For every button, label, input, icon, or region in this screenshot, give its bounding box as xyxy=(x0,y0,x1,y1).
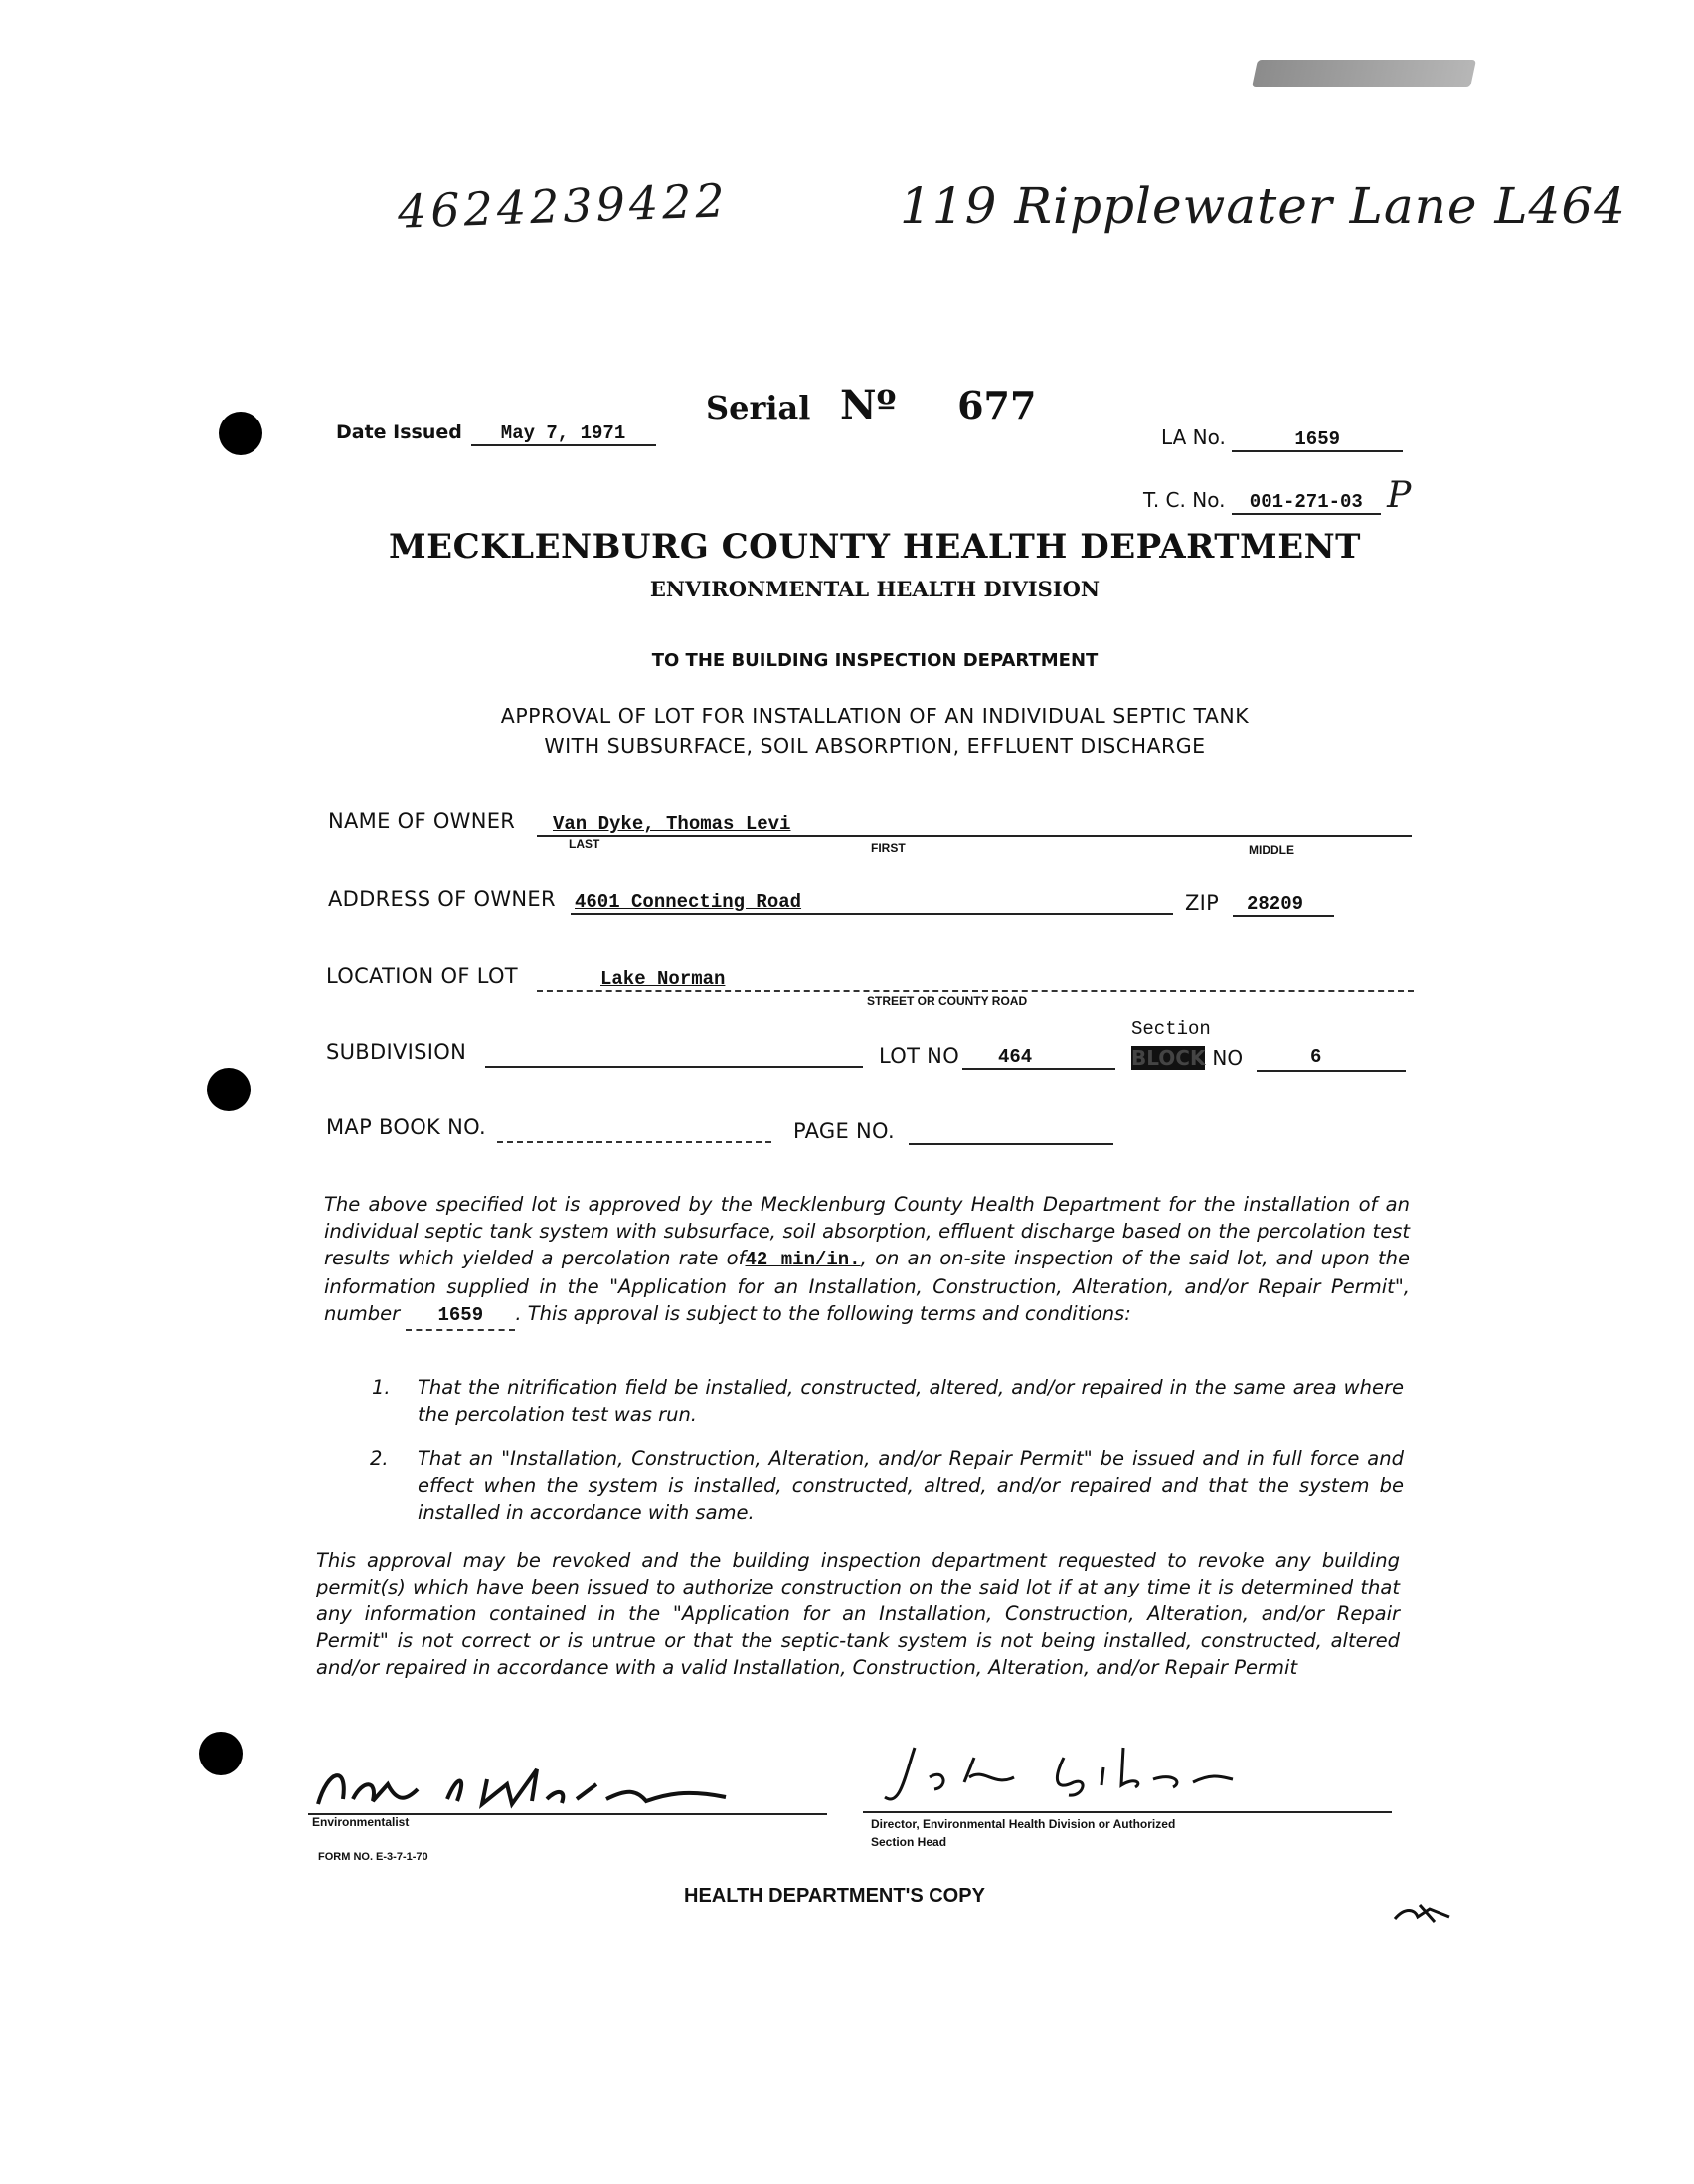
paragraph-part-b: , on an on-site inspection of the said lot, and upon the information supplied in the "Application for an Installation, Construction, Alteration, and/or Repair Permit", number xyxy=(324,1247,1410,1325)
la-no-label: LA No. xyxy=(1161,425,1226,449)
section-line xyxy=(1257,1070,1406,1072)
page-no-label: PAGE NO. xyxy=(793,1119,895,1143)
block-label-struck xyxy=(1131,1046,1243,1070)
map-book-label: MAP BOOK NO. xyxy=(326,1115,487,1139)
last-label: LAST xyxy=(569,837,600,851)
address-label: ADDRESS OF OWNER xyxy=(328,887,556,911)
scan-smudge xyxy=(1252,60,1476,87)
location-label: LOCATION OF LOT xyxy=(326,964,518,988)
address-value: 4601 Connecting Road xyxy=(575,891,802,913)
environmentalist-signature xyxy=(308,1760,756,1819)
map-book-line xyxy=(497,1141,771,1143)
first-label: FIRST xyxy=(871,841,906,855)
environmentalist-title: Environmentalist xyxy=(312,1815,410,1829)
date-issued xyxy=(336,421,656,446)
approval-paragraph xyxy=(324,1191,1410,1331)
perc-rate-value: 42 min/in. xyxy=(745,1249,861,1270)
paragraph-part-a: The above specified lot is approved by the Mecklenburg County Health Department for the installation of an individual septic tank system with subsurface, soil absorption, effluent discharge based on the percolation test results which yielded a percolation rate of xyxy=(324,1193,1410,1269)
handwritten-phone: 4624239422 xyxy=(397,173,730,239)
date-issued-value: May 7, 1971 xyxy=(471,422,656,446)
permit-number-value: 1659 xyxy=(406,1302,515,1331)
division-title: ENVIRONMENTAL HEALTH DIVISION xyxy=(649,577,1101,601)
revocation-paragraph: This approval may be revoked and the building inspection department requested to revoke any building permit(s) which have been issued to authorize construction on the said lot if at any time it is determined that any information contained in the "Application for an Installation, Construction, Alteration, and/or Repair Permit" is not correct or is untrue or that the septic-tank system is not being installed, constructed, altered and/or repaired in accordance with a valid Installation, Construction, Alteration, and/or Repair Permit xyxy=(316,1549,1400,1679)
condition-1-number: 1. xyxy=(372,1376,391,1399)
director-line xyxy=(863,1811,1392,1813)
page-no-line xyxy=(909,1143,1113,1145)
date-issued-label: Date Issued xyxy=(336,421,462,443)
condition-1: That the nitrification field be installed, constructed, altered, and/or repaired in the same area where the percolation test was run. xyxy=(418,1376,1404,1426)
location-line xyxy=(537,990,1414,992)
middle-label: MIDDLE xyxy=(1249,843,1294,857)
serial-number: 677 xyxy=(957,383,1037,427)
punch-hole-top xyxy=(219,412,262,455)
handwritten-address: 119 Ripplewater Lane L464 xyxy=(900,177,1626,235)
subject-line-2: WITH SUBSURFACE, SOIL ABSORPTION, EFFLUENT DISCHARGE xyxy=(544,734,1206,757)
serial-symbol: Nº xyxy=(839,382,897,428)
serial-block xyxy=(706,382,1036,428)
subdivision-label: SUBDIVISION xyxy=(326,1040,467,1064)
subject-line-1: APPROVAL OF LOT FOR INSTALLATION OF AN INDIVIDUAL SEPTIC TANK xyxy=(500,704,1250,728)
paragraph-part-c: . This approval is subject to the following terms and conditions: xyxy=(515,1302,1131,1325)
tc-no-suffix: P xyxy=(1387,475,1412,516)
la-no xyxy=(1161,425,1403,452)
zip-line xyxy=(1233,915,1334,917)
lot-label: LOT NO xyxy=(879,1044,960,1068)
addressee: TO THE BUILDING INSPECTION DEPARTMENT xyxy=(651,650,1099,671)
form-number: FORM NO. E-3-7-1-70 xyxy=(318,1851,428,1863)
location-value: Lake Norman xyxy=(600,968,726,990)
block-label: BLOCK xyxy=(1131,1046,1206,1070)
zip-value: 28209 xyxy=(1247,893,1304,915)
owner-label: NAME OF OWNER xyxy=(328,809,516,833)
condition-2-number: 2. xyxy=(370,1447,389,1470)
tc-no-value: 001-271-03 xyxy=(1232,491,1381,515)
lot-line xyxy=(962,1068,1115,1070)
initials-mark xyxy=(1390,1897,1469,1927)
director-signature xyxy=(875,1738,1272,1817)
punch-hole-bottom xyxy=(199,1732,243,1775)
serial-label: Serial xyxy=(706,389,811,426)
subdivision-line xyxy=(485,1066,863,1068)
owner-line xyxy=(537,835,1412,837)
lot-value: 464 xyxy=(998,1046,1033,1068)
copy-label: HEALTH DEPARTMENT'S COPY xyxy=(684,1885,985,1907)
director-title-1: Director, Environmental Health Division or Authorized xyxy=(871,1817,1176,1831)
tc-no-label: T. C. No. xyxy=(1143,488,1226,512)
section-label: Section xyxy=(1131,1018,1211,1040)
tc-no xyxy=(1143,475,1411,516)
la-no-value: 1659 xyxy=(1232,428,1403,452)
zip-label: ZIP xyxy=(1185,891,1220,915)
punch-hole-middle xyxy=(207,1068,251,1111)
department-title: MECKLENBURG COUNTY HEALTH DEPARTMENT xyxy=(389,527,1361,567)
condition-2: That an "Installation, Construction, Alteration, and/or Repair Permit" be issued and in full force and effect when the system is installed, constructed, altred, and/or repaired and that the system be installed in accordance with same. xyxy=(418,1447,1404,1524)
director-title-2: Section Head xyxy=(871,1835,947,1849)
owner-value: Van Dyke, Thomas Levi xyxy=(553,813,791,835)
section-no-label: NO xyxy=(1212,1046,1244,1070)
street-label: STREET OR COUNTY ROAD xyxy=(867,994,1028,1008)
address-line xyxy=(571,913,1173,915)
section-value: 6 xyxy=(1310,1046,1322,1068)
